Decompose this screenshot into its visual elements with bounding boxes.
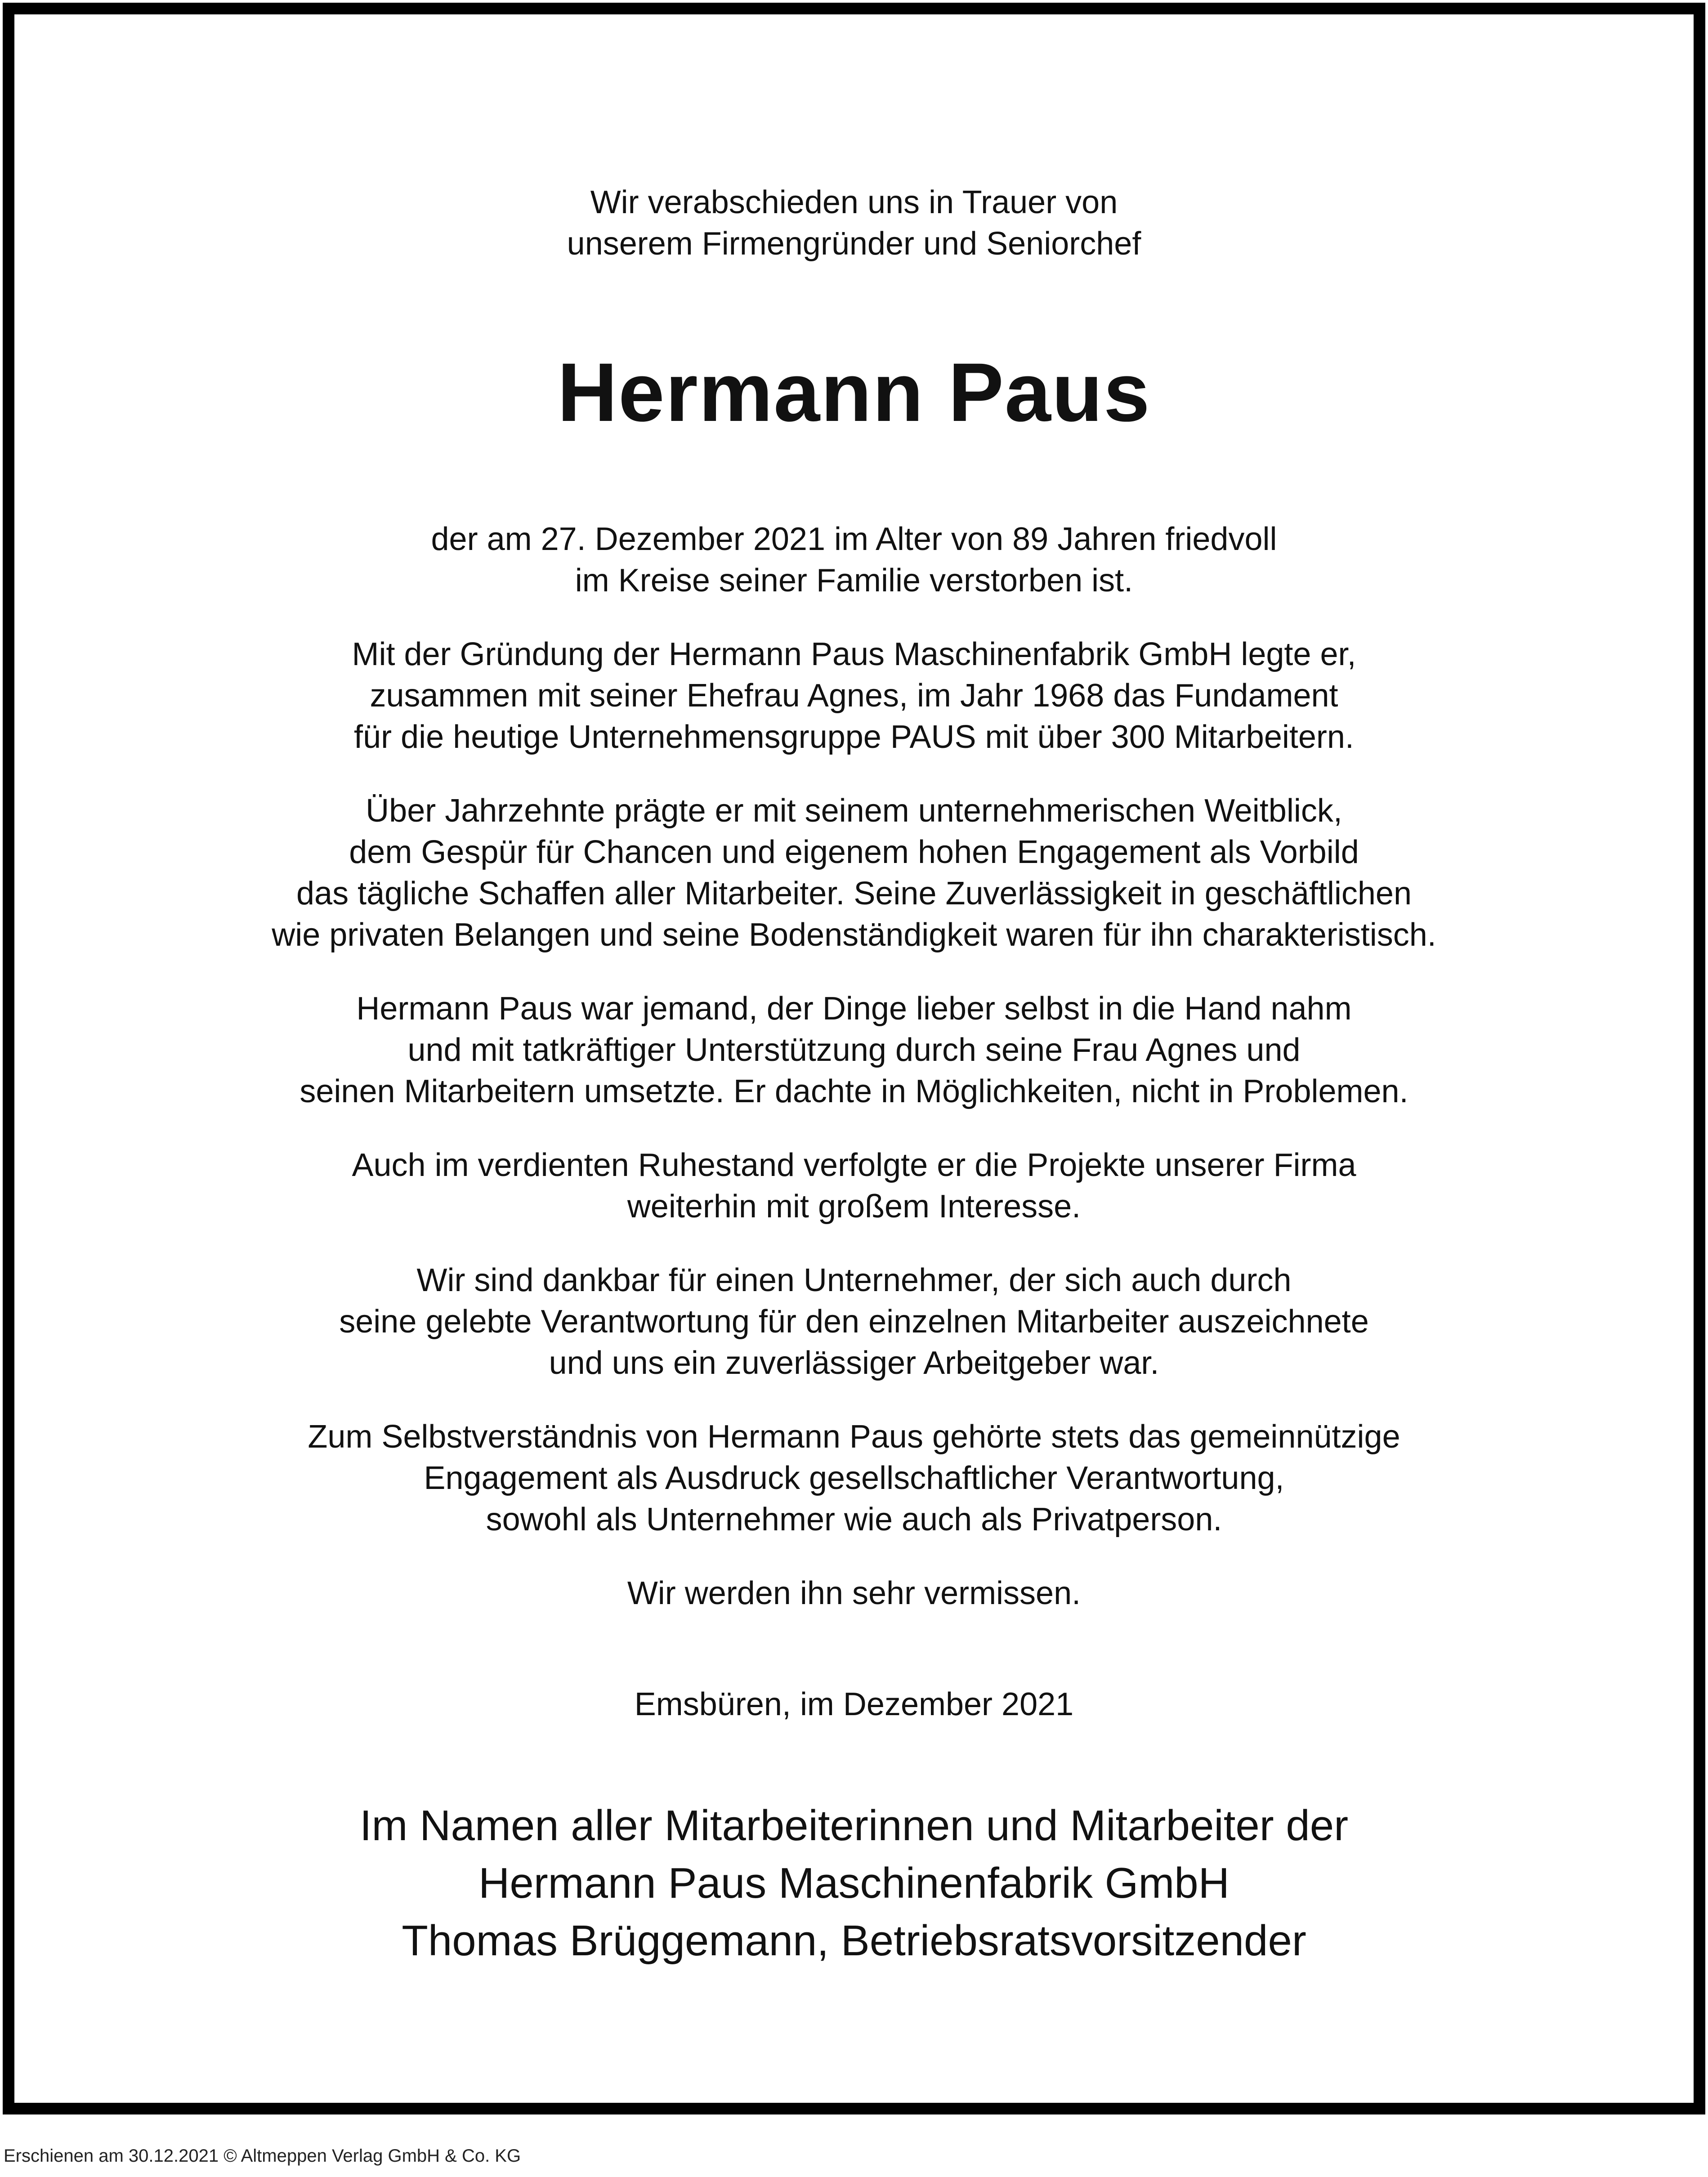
intro-line: unserem Firmengründer und Seniorchef [567,226,1141,262]
body-line: Wir sind dankbar für einen Unternehmer, der sich auch durch [416,1262,1292,1298]
body-line: Wir werden ihn sehr vermissen. [627,1575,1081,1611]
body-paragraph [26,988,1682,1112]
body-line: wie privaten Belangen und seine Bodenständigkeit waren für ihn charakteristisch. [272,917,1436,953]
body-paragraph [26,519,1682,601]
place-date: Emsbüren, im Dezember 2021 [634,1686,1074,1722]
body-line: und uns ein zuverlässiger Arbeitgeber war. [549,1345,1159,1381]
body-line: Engagement als Ausdruck gesellschaftlicher Verantwortung, [424,1460,1284,1496]
body-line: für die heutige Unternehmensgruppe PAUS mit über 300 Mitarbeitern. [354,719,1354,755]
notice-body [26,519,1682,1614]
signature-line: Hermann Paus Maschinenfabrik GmbH [478,1859,1230,1907]
body-paragraph [26,1144,1682,1227]
body-paragraph [26,1260,1682,1384]
signature-line: Im Namen aller Mitarbeiterinnen und Mitarbeiter der [359,1802,1349,1850]
notice-content [26,14,1682,2103]
body-line: der am 27. Dezember 2021 im Alter von 89 Jahren friedvoll [431,521,1277,557]
body-line: Mit der Gründung der Hermann Paus Maschinenfabrik GmbH legte er, [352,636,1356,672]
body-paragraph [26,634,1682,758]
signature-line: Thomas Brüggemann, Betriebsratsvorsitzender [402,1917,1306,1965]
signature-block [26,1797,1682,1970]
body-paragraph [26,1573,1682,1614]
body-line: seine gelebte Verantwortung für den einzelnen Mitarbeiter auszeichnete [339,1304,1369,1340]
body-line: weiterhin mit großem Interesse. [627,1189,1081,1225]
body-paragraph [26,790,1682,956]
body-line: zusammen mit seiner Ehefrau Agnes, im Jahr 1968 das Fundament [370,678,1338,714]
intro-text [26,182,1682,264]
body-paragraph [26,1416,1682,1540]
body-line: seinen Mitarbeitern umsetzte. Er dachte in Möglichkeiten, nicht in Problemen. [300,1073,1408,1109]
body-line: sowohl als Unternehmer wie auch als Privatperson. [486,1502,1222,1538]
body-line: Über Jahrzehnte prägte er mit seinem unternehmerischen Weitblick, [366,793,1342,829]
body-line: im Kreise seiner Familie verstorben ist. [575,563,1133,599]
body-line: und mit tatkräftiger Unterstützung durch seine Frau Agnes und [407,1032,1301,1068]
notice-frame [3,3,1705,2114]
publication-footer: Erschienen am 30.12.2021 © Altmeppen Verlag GmbH & Co. KG [4,2146,521,2166]
deceased-name: Hermann Paus [557,346,1151,439]
body-line: Hermann Paus war jemand, der Dinge lieber selbst in die Hand nahm [356,991,1352,1027]
body-line: das tägliche Schaffen aller Mitarbeiter. Seine Zuverlässigkeit in geschäftlichen [296,876,1412,912]
body-line: dem Gespür für Chancen und eigenem hohen Engagement als Vorbild [349,834,1359,870]
body-line: Auch im verdienten Ruhestand verfolgte er die Projekte unserer Firma [352,1147,1356,1183]
body-line: Zum Selbstverständnis von Hermann Paus gehörte stets das gemeinnützige [308,1419,1400,1455]
intro-line: Wir verabschieden uns in Trauer von [590,184,1118,220]
